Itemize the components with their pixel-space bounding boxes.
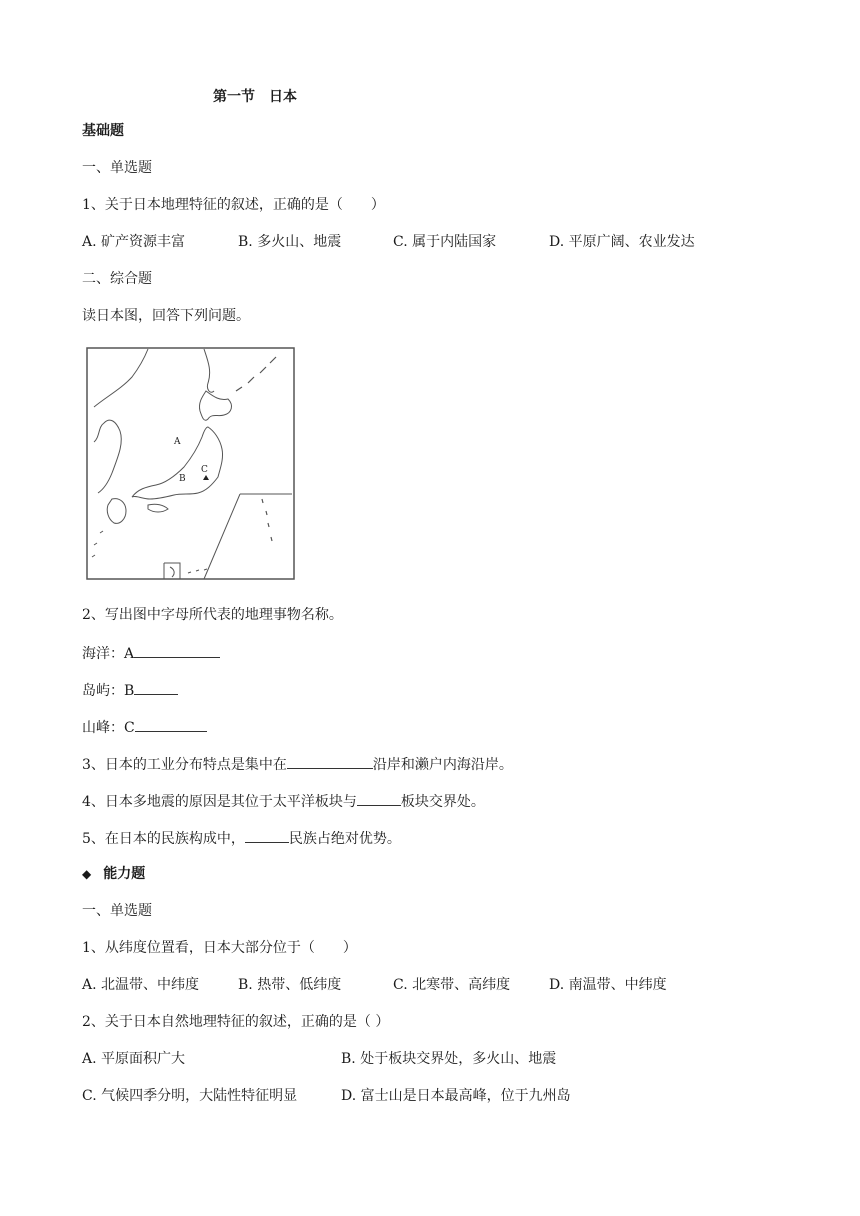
- advanced-part1-heading: 一、单选题: [82, 903, 152, 919]
- country-name: 日本: [269, 89, 297, 105]
- basic-part2-heading: 二、综合题: [82, 271, 152, 287]
- label-c: C: [201, 465, 208, 475]
- basic-q1-option-a: A. 矿产资源丰富: [82, 234, 186, 250]
- q4-before: 4、日本多地震的原因是其位于太平洋板块与: [82, 794, 357, 810]
- section-number: 第一节: [213, 89, 255, 105]
- basic-heading: 基础题: [82, 123, 124, 139]
- label-a: A: [174, 437, 181, 447]
- diamond-bullet-icon: ◆: [82, 867, 92, 881]
- q5-before: 5、在日本的民族构成中，: [82, 831, 245, 847]
- advanced-q1-option-b: B. 热带、低纬度: [238, 977, 342, 993]
- basic-q3: [82, 754, 513, 774]
- q4-answer-blank[interactable]: [357, 791, 401, 806]
- map-frame: [87, 348, 294, 579]
- basic-q1-option-b: B. 多火山、地震: [238, 234, 342, 250]
- ocean-answer-blank[interactable]: [134, 643, 220, 658]
- advanced-heading-row: [82, 865, 145, 883]
- advanced-q2-option-d: D. 富士山是日本最高峰，位于九州岛: [341, 1088, 571, 1104]
- basic-part1-heading: 一、单选题: [82, 160, 152, 176]
- map-intro: 读日本图，回答下列问题。: [82, 308, 250, 324]
- island-answer-blank[interactable]: [134, 680, 178, 695]
- japan-map: [86, 347, 296, 581]
- basic-q1-option-d: D. 平原广阔、农业发达: [549, 234, 695, 250]
- basic-q2-peak: [82, 717, 207, 737]
- advanced-heading: 能力题: [103, 866, 146, 882]
- advanced-q1-option-d: D. 南温带、中纬度: [549, 977, 667, 993]
- basic-q2-ocean: [82, 643, 220, 663]
- advanced-q2-text: 2、关于日本自然地理特征的叙述，正确的是（ ）: [82, 1014, 390, 1030]
- lesson-title: [213, 86, 297, 106]
- q3-after: 沿岸和濑户内海沿岸。: [372, 757, 513, 773]
- advanced-q2-option-b: B. 处于板块交界处，多火山、地震: [341, 1051, 557, 1067]
- q3-before: 3、日本的工业分布特点是集中在: [82, 757, 287, 773]
- advanced-q1-option-a: A. 北温带、中纬度: [82, 977, 200, 993]
- basic-q5: [82, 828, 401, 848]
- q3-answer-blank[interactable]: [287, 754, 373, 769]
- advanced-q2-option-a: A. 平原面积广大: [82, 1051, 186, 1067]
- advanced-q1-text: 1、从纬度位置看，日本大部分位于（ ）: [82, 940, 357, 956]
- peak-label: 山峰：C: [82, 720, 135, 736]
- q5-answer-blank[interactable]: [245, 828, 289, 843]
- label-b: B: [179, 474, 186, 484]
- peak-answer-blank[interactable]: [135, 717, 207, 732]
- advanced-q2-option-c: C. 气候四季分明，大陆性特征明显: [82, 1088, 298, 1104]
- basic-q1-text: 1、关于日本地理特征的叙述，正确的是（ ）: [82, 197, 385, 213]
- q5-after: 民族占绝对优势。: [288, 831, 401, 847]
- basic-q2-text: 2、写出图中字母所代表的地理事物名称。: [82, 607, 343, 623]
- basic-q1-option-c: C. 属于内陆国家: [393, 234, 497, 250]
- island-label: 岛屿：B: [82, 683, 135, 699]
- basic-q4: [82, 791, 485, 811]
- advanced-q1-option-c: C. 北寒带、高纬度: [393, 977, 511, 993]
- q4-after: 板块交界处。: [400, 794, 485, 810]
- basic-q2-island: [82, 680, 178, 700]
- ocean-label: 海洋：A: [82, 646, 135, 662]
